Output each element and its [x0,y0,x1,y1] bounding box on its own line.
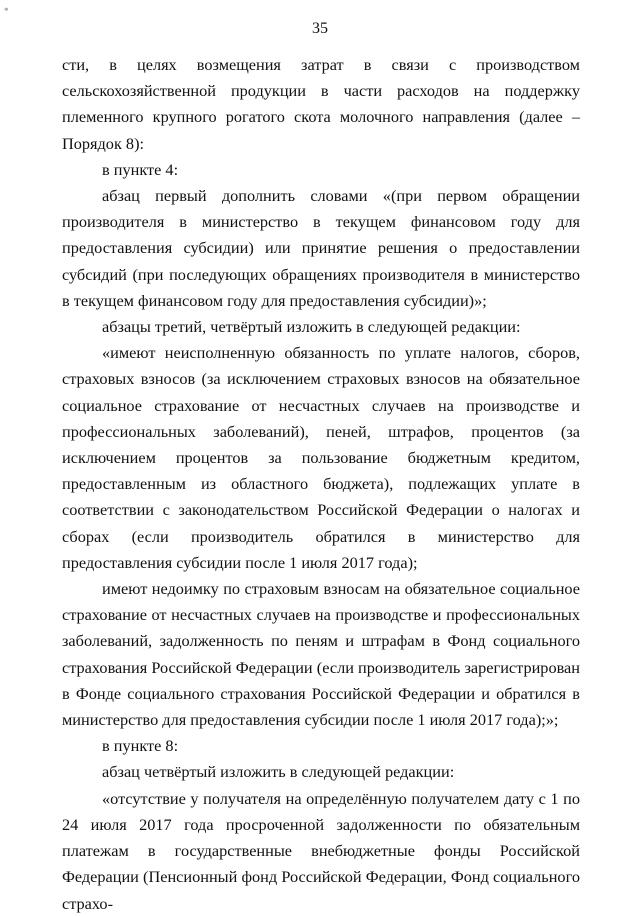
paragraph-quote-insurance: имеют недоимку по страховым взносам на обязательное социальное страхование от несчастных случаев на производстве и профессиональных заболеваний, задолженность по пеням и штрафам в Фонд социального страхования Российской Федерации (если производитель зарегистрирован в Фонде социального страхования Российской Федерации и обратился в министерство для предоставления субсидии после 1 июля 2017 года);»; [62,579,580,730]
corner-mark: * [4,6,9,16]
document-body [62,52,580,917]
paragraph-amend-third-fourth: абзацы третий, четвёртый изложить в следующей редакции: [102,317,521,337]
page-number: 35 [312,20,328,37]
paragraph-quote-debt: «отсутствие у получателя на определённую получателем дату с 1 по 24 июля 2017 года просроченной задолженности по обязательным платежам в государственные внебюджетные фонды Российской Федерации (Пенсионный фонд Российской Федерации, Фонд социального страхо- [62,788,580,913]
paragraph-quote-taxes: «имеют неисполненную обязанность по уплате налогов, сборов, страховых взносов (за исключением страховых взносов на обязательное социальное страхование от несчастных случаев на производстве и профессиональных заболеваний), пеней, штрафов, процентов (за исключением процентов за пользование бюджетным кредитом, предоставленным из областного бюджета), подлежащих уплате в соответствии с законодательством Российской Федерации о налогах и сборах (если производитель обратился в министерство для предоставления субсидии после 1 июля 2017 года); [62,343,580,572]
paragraph-continuation: сти, в целях возмещения затрат в связи с производством сельскохозяйственной продукции в части расходов на поддержку племенного крупного рогатого скота молочного направления (далее – Порядок 8): [62,55,580,153]
paragraph-amend-first: абзац первый дополнить словами «(при первом обращении производителя в министерство в текущем финансовом году для предоставления субсидии) или принятие решения о предоставлении субсидий (при последующих обращениях производителя в министерство в текущем финансовом году для предоставления субсидии)»; [62,186,580,310]
paragraph-amend-fourth: абзац четвёртый изложить в следующей редакции: [102,762,455,782]
paragraph-item-4: в пункте 4: [102,159,179,179]
paragraph-item-8: в пункте 8: [102,736,179,756]
